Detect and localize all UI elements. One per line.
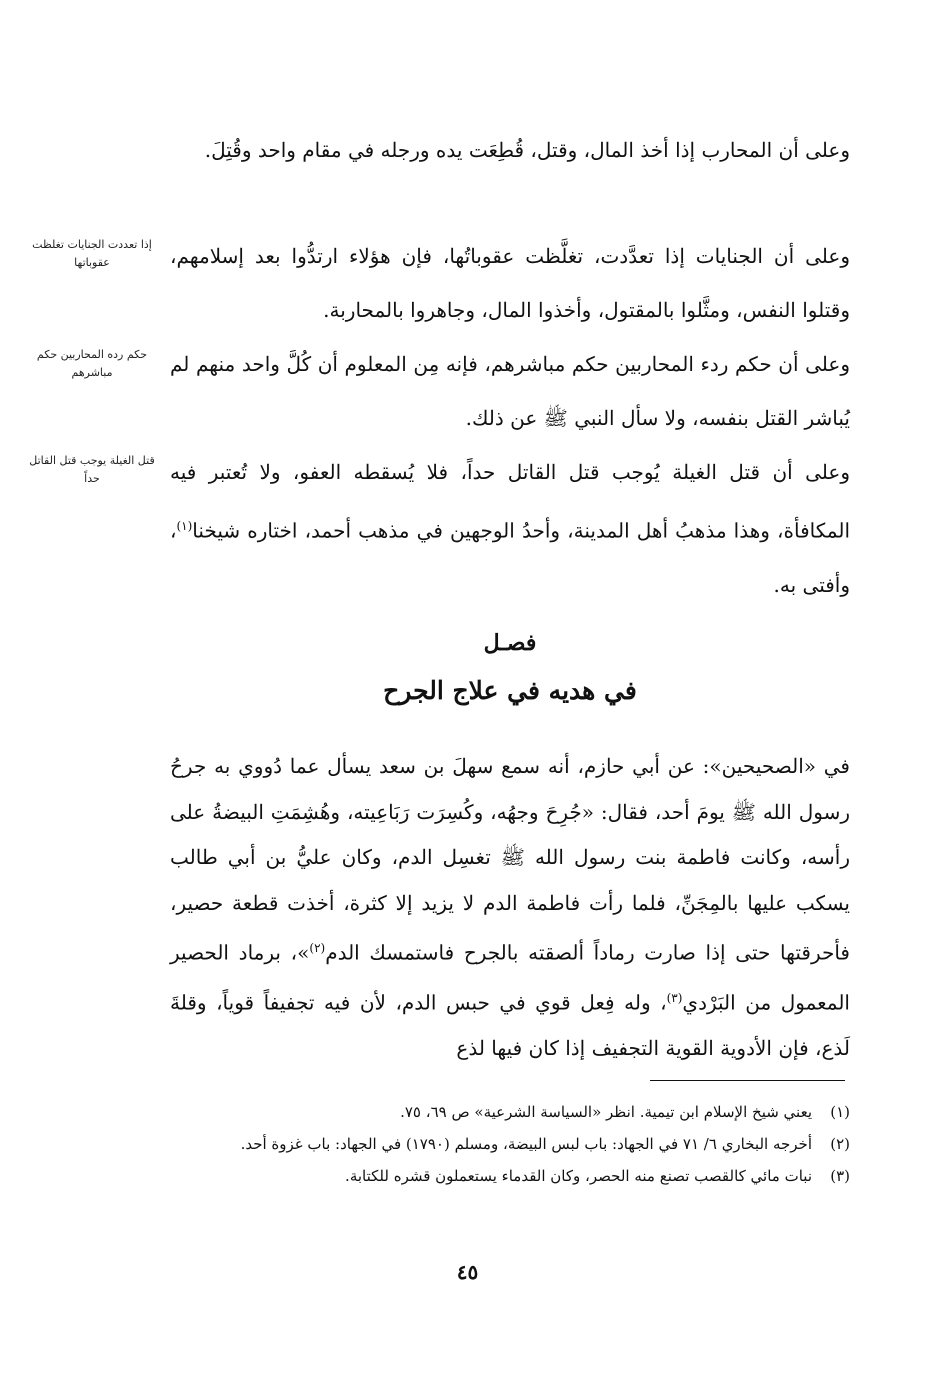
paragraph-4-text: وعلى أن قتل الغيلة يُوجب قتل القاتل حداً، فلا يُسقطه العفو، ولا تُعتبر فيه المكافأة، وهذا مذهبُ أهل المدينة، وأحدُ الوجهين في مذهب أحمد، اختاره شيخنا [170,460,850,543]
paragraph-4-end: ، وأفتى به. [170,518,850,597]
paragraph-5-text-3: ، وله فِعل قوي في حبس الدم، لأن فيه تجفيفاً قوياً، وقلةَ لَذع، فإن الأدوية القوية التجفيف إذا كان فيها لذع [170,990,850,1061]
footnote-ref-3[interactable]: (٣) [666,991,683,1006]
footnote-divider [650,1080,845,1081]
margin-note-3: قتل الغيلة يوجب قتل القاتل حداً [29,454,155,485]
paragraph-2: وعلى أن الجنايات إذا تعدَّدت، تغلَّظت عقوباتُها، فإن هؤلاء ارتدُّوا بعد إسلامهم، وقتلوا النفس، ومثَّلوا بالمقتول، وأخذوا المال، وجاهروا بالمحاربة. [170,244,850,322]
paragraph-5 [170,744,850,1072]
paragraph-1: وعلى أن المحارب إذا أخذ المال، وقتل، قُطِعَت يده ورجله في مقام واحد وقُتِلَ. [204,138,850,162]
footnote-text: أخرجه البخاري ٦/ ٧١ في الجهاد: باب لبس البيضة، ومسلم (١٧٩٠) في الجهاد: باب غزوة أحد. [240,1135,812,1153]
footnote-number: (١) [830,1103,850,1121]
section-title: في هديه في علاج الجرح [383,676,637,705]
page-number: ٤٥ [456,1260,479,1284]
paragraph-4 [170,445,850,612]
footnotes [170,1096,850,1192]
footnote-number: (٣) [830,1167,850,1185]
footnote-text: نبات مائي كالقصب تصنع منه الحصر، وكان القدماء يستعملون قشره للكتابة. [345,1167,812,1185]
paragraph-3: وعلى أن حكم ردء المحاربين حكم مباشرهم، فإنه مِن المعلوم أن كُلَّ واحد منهم لم يُباشر القتل بنفسه، ولا سأل النبي ﷺ عن ذلك. [170,352,850,430]
margin-note-2: حكم رده المحاربين حكم مباشرهم [36,348,148,379]
footnote-ref-1[interactable]: (١) [176,519,193,533]
footnote-1 [170,1096,850,1128]
margin-note-1: إذا تعددت الجنايات تغلظت عقوباتها [32,238,152,269]
footnote-number: (٢) [830,1135,850,1153]
footnote-3 [170,1160,850,1192]
footnote-ref-2[interactable]: (٢) [309,941,326,955]
footnote-text: يعني شيخ الإسلام ابن تيمية. انظر «السياسة الشرعية» ص ٦٩، ٧٥. [400,1103,812,1121]
section-label: فصـل [483,630,537,656]
paragraph-5-text-2: »، برماد الحصير المعمول من البَرْدي [170,940,850,1015]
footnote-2 [170,1128,850,1160]
paragraph-5-text: في «الصحيحين»: عن أبي حازم، أنه سمع سهلَ بن سعد يسأل عما دُووي به جرحُ رسول الله ﷺ يومَ أحد، فقال: «جُرِحَ وجهُه، وكُسِرَت رَبَاعِيته، وهُشِمَتِ البيضةُ على رأسه، وكانت فاطمة بنت رسول الله ﷺ تغسِل الدم، وكان عليُّ بن أبي طالب يسكب عليها بالمِجَنِّ، فلما رأت فاطمة الدم لا يزيد إلا كثرة، أخذت قطعة حصير، فأحرقتها حتى إذا صارت رماداً ألصقته بالجرح فاستمسك الدم [170,754,850,965]
